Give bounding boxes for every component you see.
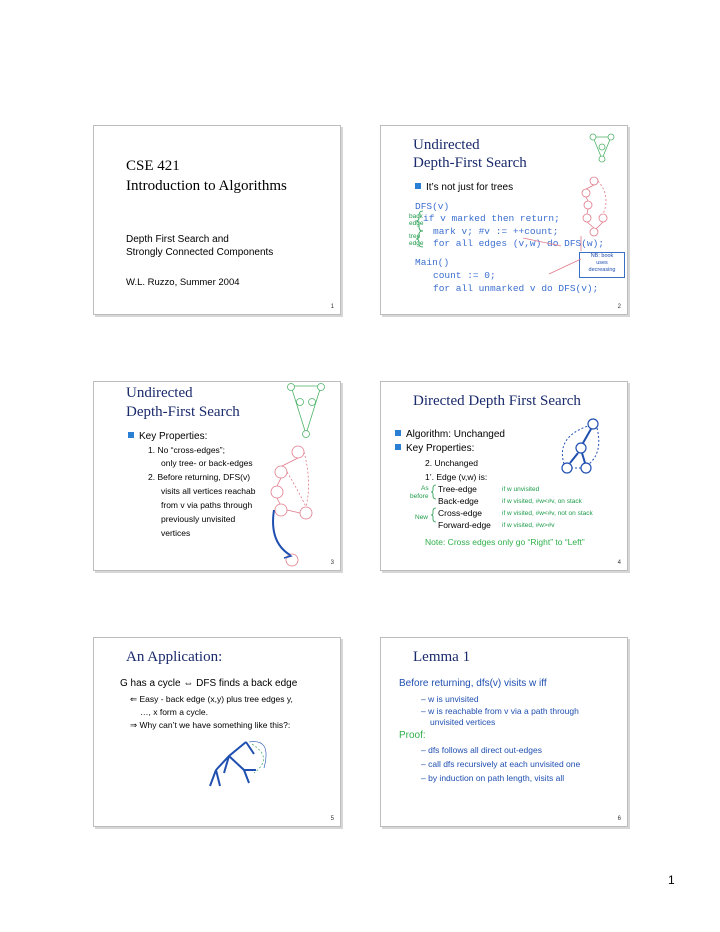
label-text: edge — [409, 240, 424, 247]
edge-condition: if w unvisited — [502, 486, 540, 493]
edge-type: Tree-edge — [438, 484, 477, 494]
slide-3 — [93, 381, 341, 571]
list-item: from v via paths through — [161, 500, 253, 510]
slide-title: CSE 421 — [126, 158, 180, 174]
slide-subtitle: Depth First Search and — [126, 234, 229, 245]
list-item: – w is unvisited — [421, 694, 479, 704]
pink-graph — [271, 446, 312, 566]
before-label: before — [410, 493, 429, 500]
list-item: unvisited vertices — [430, 717, 496, 727]
code-line: for all unmarked v do DFS(v); — [433, 283, 599, 294]
list-item: ⇒ Why can’t we have something like this?: — [130, 720, 291, 730]
bullet-text: Key Properties: — [406, 443, 475, 454]
graph-illustration — [381, 382, 628, 571]
graph-illustration — [381, 126, 628, 315]
label-text: tree — [409, 233, 421, 240]
list-item: …, x form a cycle. — [140, 707, 209, 717]
graph-illustration — [94, 638, 341, 827]
slide-number: 6 — [617, 816, 621, 822]
slide-6 — [380, 637, 628, 827]
bullet-text: Key Properties: — [139, 431, 208, 442]
slide-number: 5 — [330, 816, 334, 822]
as-label: As — [421, 485, 429, 492]
bullet-text: It’s not just for trees — [426, 182, 514, 193]
pink-graph — [582, 177, 607, 236]
list-item: visits all vertices reachab — [161, 486, 256, 496]
directed-graph — [562, 419, 599, 473]
note: Note: Cross edges only go “Right” to “Left” — [425, 537, 585, 547]
proof-label: Proof: — [399, 730, 426, 741]
slide-title: Lemma 1 — [413, 649, 471, 665]
note-text: uses — [596, 260, 608, 266]
page-number: 1 — [668, 873, 675, 887]
list-item: ⇐ Easy - back edge (x,y) plus tree edges y, — [130, 694, 293, 704]
list-item: 1. No “cross-edges”; — [148, 445, 225, 455]
slide-title: Introduction to Algorithms — [126, 178, 287, 194]
slide-1 — [93, 125, 341, 315]
slide-title: Directed Depth First Search — [413, 393, 581, 409]
note-text: decreasing — [588, 267, 616, 273]
slide-title: An Application: — [126, 649, 223, 665]
brace-icon — [416, 231, 423, 247]
slide-4 — [380, 381, 628, 571]
brace-icon — [431, 508, 436, 522]
note-text: NB: book — [590, 253, 614, 259]
list-item: 2. Before returning, DFS(v) — [148, 472, 251, 482]
edge-type: Back-edge — [438, 496, 479, 506]
slide-title: Undirected — [126, 385, 193, 401]
edge-type: Forward-edge — [438, 520, 491, 530]
slide-5 — [93, 637, 341, 827]
green-graph — [288, 384, 325, 438]
slide-number: 2 — [617, 304, 621, 310]
slide-title: Undirected — [413, 137, 480, 153]
code-line: DFS(v) — [415, 201, 450, 212]
edge-condition: if w visited, #w<#v, on stack — [502, 498, 582, 505]
bullet-text: Algorithm: Unchanged — [406, 429, 505, 440]
tree-graph — [210, 742, 256, 786]
list-item: 1’. Edge (v,w) is: — [425, 472, 488, 482]
main-statement: Before returning, dfs(v) visits w iff — [399, 678, 547, 689]
brace-icon — [431, 485, 436, 499]
graph-illustration — [94, 382, 341, 571]
slide-title: Depth-First Search — [126, 404, 240, 420]
slide-subtitle: Strongly Connected Components — [126, 247, 274, 258]
code-line: if v marked then return; — [423, 213, 560, 224]
green-graph — [590, 134, 614, 162]
code-line: count := 0; — [433, 270, 496, 281]
main-statement: G has a cycle ⇔ DFS finds a back edge — [120, 678, 298, 689]
edge-condition: if w visited, #w>#v — [502, 522, 555, 529]
code-line: for all edges (v,w) do DFS(w); — [433, 238, 605, 249]
edge-type: Cross-edge — [438, 508, 482, 518]
edge-condition: if w visited, #w<#v, not on stack — [502, 510, 593, 517]
slide-number: 3 — [330, 560, 334, 566]
slide-title: Depth-First Search — [413, 155, 527, 171]
new-label: New — [415, 514, 429, 521]
list-item: – w is reachable from v via a path through — [421, 706, 579, 716]
list-item: 2. Unchanged — [425, 458, 478, 468]
list-item: previously unvisited — [161, 514, 236, 524]
list-item: – call dfs recursively at each unvisited one — [421, 759, 581, 769]
brace-icon — [416, 211, 423, 231]
author: W.L. Ruzzo, Summer 2004 — [126, 277, 240, 288]
label-text: edge — [409, 220, 424, 227]
list-item: only tree- or back-edges — [161, 458, 253, 468]
list-item: vertices — [161, 528, 191, 538]
slide-number: 4 — [617, 560, 621, 566]
code-line: mark v; #v := ++count; — [433, 226, 559, 237]
list-item: – by induction on path length, visits all — [421, 773, 565, 783]
slide-number: 1 — [330, 304, 334, 310]
code-line: Main() — [415, 257, 450, 268]
label-text: back — [409, 213, 423, 220]
slide-2 — [380, 125, 628, 315]
list-item: – dfs follows all direct out-edges — [421, 745, 542, 755]
